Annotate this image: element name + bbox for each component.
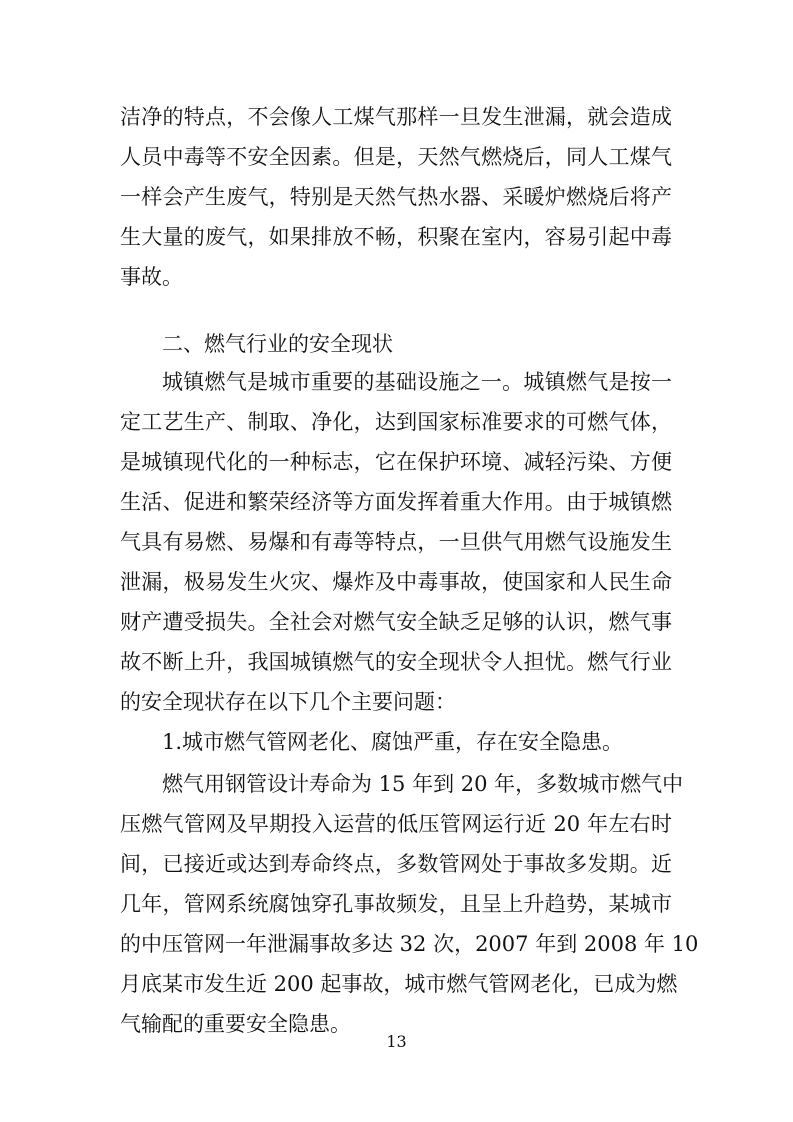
text-line: 定工艺生产、制取、净化，达到国家标准要求的可燃气体， <box>120 410 672 434</box>
text-line: 的安全现状存在以下几个主要问题： <box>120 690 456 714</box>
text-line: 气输配的重要安全隐患。 <box>120 1012 351 1036</box>
text-line: 人员中毒等不安全因素。但是，天然气燃烧后，同人工煤气 <box>120 145 672 169</box>
text-line: 事故。 <box>120 265 183 289</box>
text-line: 几年，管网系统腐蚀穿孔事故频发，且呈上升趋势，某城市 <box>120 892 672 916</box>
text-line: 压燃气管网及早期投入运营的低压管网运行近 20 年左右时 <box>120 812 672 836</box>
section-heading: 二、燃气行业的安全现状 <box>162 332 393 356</box>
text-line: 城镇燃气是城市重要的基础设施之一。城镇燃气是按一 <box>162 370 672 394</box>
text-line: 月底某市发生近 200 起事故，城市燃气管网老化，已成为燃 <box>120 972 678 996</box>
text-line: 生活、促进和繁荣经济等方面发挥着重大作用。由于城镇燃 <box>120 490 672 514</box>
text-line: 一样会产生废气，特别是天然气热水器、采暖炉燃烧后将产 <box>120 185 672 209</box>
text-line: 的中压管网一年泄漏事故多达 32 次，2007 年到 2008 年 10 <box>120 932 699 956</box>
page-number: 13 <box>386 1032 407 1051</box>
text-line: 生大量的废气，如果排放不畅，积聚在室内，容易引起中毒 <box>120 225 672 249</box>
text-line: 气具有易燃、易爆和有毒等特点，一旦供气用燃气设施发生 <box>120 530 672 554</box>
text-line: 泄漏，极易发生火灾、爆炸及中毒事故，使国家和人民生命 <box>120 570 672 594</box>
text-line: 间，已接近或达到寿命终点，多数管网处于事故多发期。近 <box>120 852 672 876</box>
text-line: 燃气用钢管设计寿命为 15 年到 20 年，多数城市燃气中 <box>162 772 684 796</box>
text-line: 洁净的特点，不会像人工煤气那样一旦发生泄漏，就会造成 <box>120 105 672 129</box>
item-heading: 1.城市燃气管网老化、腐蚀严重，存在安全隐患。 <box>162 730 624 754</box>
text-line: 故不断上升，我国城镇燃气的安全现状令人担忧。燃气行业 <box>120 650 672 674</box>
text-line: 是城镇现代化的一种标志，它在保护环境、减轻污染、方便 <box>120 450 672 474</box>
text-line: 财产遭受损失。全社会对燃气安全缺乏足够的认识，燃气事 <box>120 610 672 634</box>
